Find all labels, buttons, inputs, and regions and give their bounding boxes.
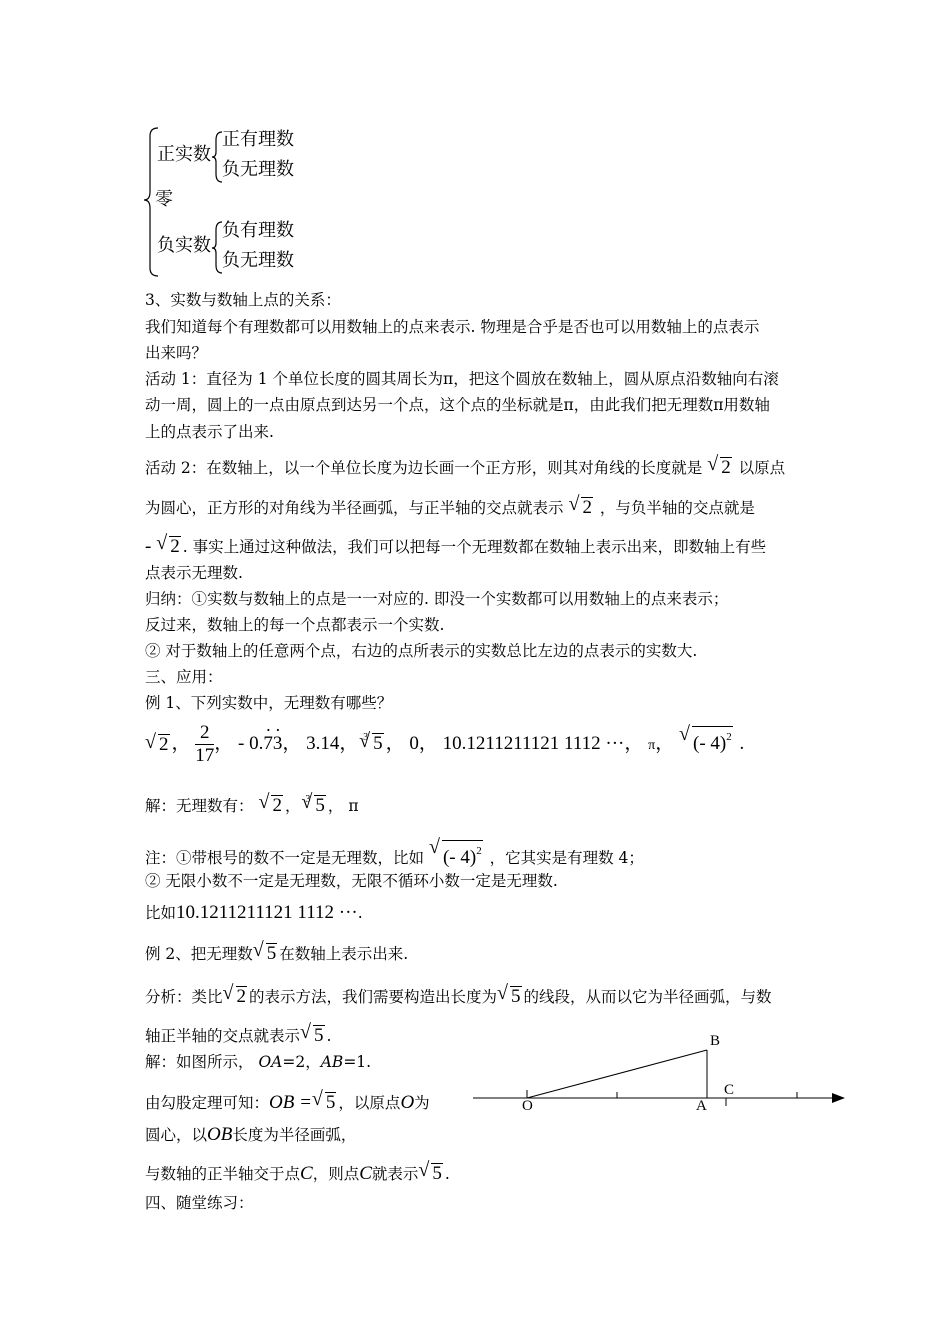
pythagoras-text-a: 由勾股定理可知： (145, 1094, 270, 1112)
classification-braces (0, 0, 950, 290)
solution1: 解：无理数有： √ 2 ， $^3$√ 5 ， π (145, 790, 359, 816)
circle-text-a: 圆心，以 (145, 1126, 208, 1144)
sqrt-5: √ 5 (312, 1092, 337, 1113)
example1-title: 例 1、下列实数中，无理数有哪些？ (145, 694, 393, 712)
sqrt-2: √ 2 (707, 457, 732, 478)
sqrt-2: √ 2 (156, 536, 181, 557)
note-line3: 比如10.1211211121 1112 ···. (145, 902, 363, 923)
pythagoras-line (145, 1092, 430, 1113)
ob-equals: OB = (269, 1092, 312, 1113)
point-c: C (359, 1163, 372, 1184)
sqrt-2: √ 2 (568, 497, 593, 518)
intersect-text-b: ，则点 (312, 1165, 360, 1183)
activity2-text-a: 活动 2：在数轴上，以一个单位长度为边长画一个正方形，则其对角线的长度就是 (145, 459, 703, 477)
section4-title: 四、随堂练习： (145, 1194, 254, 1212)
solution1-label: 解：无理数有： (145, 797, 254, 815)
sqrt-neg4-squared: √ (- 4)$^2$ (679, 726, 733, 755)
sqrt-5: √ 5 (253, 943, 278, 964)
activity2-text-e: . 事实上通过这种做法，我们可以把每一个无理数都在数轴上表示出来，即数轴上有些 (182, 538, 767, 556)
analysis-text-b: 的表示方法，我们需要构造出长度为 (249, 988, 498, 1006)
ab-value: =1. (343, 1053, 372, 1071)
summary-line3: ② 对于数轴上的任意两个点，右边的点所表示的实数总比左边的点表示的实数大. (145, 642, 698, 660)
section3-title: 3、实数与数轴上点的关系： (145, 291, 341, 309)
intersect-text-c: 就表示 (371, 1165, 419, 1183)
note-text-b: ，它其实是有理数 4； (489, 849, 644, 867)
pos-real-label: 正实数 (157, 144, 211, 165)
example2-text-a: 例 2、把无理数 (145, 945, 253, 963)
sqrt-2: √ 2 (223, 986, 248, 1007)
fraction-2-17: $\frac{2}{17}$ (195, 722, 215, 766)
segment-ob (527, 1050, 707, 1098)
sqrt-5: √ 5 (418, 1163, 443, 1184)
sqrt-2: √ 2 (145, 734, 170, 756)
ab-label: AB (320, 1053, 344, 1071)
value-314: 3.14 (306, 732, 340, 754)
value-zero: 0 (409, 732, 419, 754)
example2-text-b: 在数轴上表示出来. (279, 945, 409, 963)
axis-arrow-icon (832, 1093, 845, 1103)
analysis-text-c: 的线段，从而以它为半径画弧，与数 (523, 988, 772, 1006)
cube-root-index: 3 (363, 731, 369, 743)
section-application: 三、应用： (145, 668, 223, 686)
oa-value: =2， (282, 1053, 321, 1071)
activity1-line3: 上的点表示了出来. (145, 423, 274, 441)
neg-real-label: 负实数 (157, 235, 211, 256)
note-line2: ② 无限小数不一定是无理数，无限不循环小数一定是无理数. (145, 872, 558, 890)
cube-root-5: √ 5 (359, 733, 384, 755)
activity1-line1: 活动 1：直径为 1 个单位长度的圆其周长为π，把这个圆放在数轴上，圆从原点沿数轴向右滚 (145, 370, 779, 388)
neg-decimal-prefix: - 0. (238, 732, 264, 754)
pi-symbol: π (348, 797, 359, 815)
zero-label: 零 (155, 189, 173, 210)
intro-line2: 出来吗？ (145, 344, 208, 362)
label-b: B (710, 1033, 721, 1049)
analysis-text-a: 分析：类比 (145, 988, 223, 1006)
analysis-line2: 轴正半轴的交点就表示√ 5 . (145, 1025, 331, 1046)
summary-line2: 反过来，数轴上的每一个点都表示一个实数. (145, 616, 445, 634)
minus-sign: - (145, 536, 152, 557)
example1-numbers: √ 2 ， $\frac{2}{17}$ ， - 0.7 ·3 ·， 3.14， $^3$√ 5 ， 0， 10.1211211121 1112 ···， π， √ (- 4)$^2$ . (145, 722, 744, 767)
activity1-line2: 动一周，圆上的一点由原点到达另一个点，这个点的坐标就是π，由此我们把无理数π用数轴 (145, 396, 770, 414)
note-text-a: 注：①带根号的数不一定是无理数，比如 (145, 849, 425, 867)
cube-root-5: √ 5 (301, 795, 326, 816)
pythagoras-text-b: ，以原点 (338, 1094, 401, 1112)
label-c: C (724, 1082, 735, 1098)
repeating-digit-7: 7 · (263, 733, 273, 754)
label-a: A (696, 1098, 707, 1114)
long-decimal: 10.1211211121 1112 ··· (176, 902, 358, 923)
activity2-line3 (145, 536, 766, 557)
label-o: O (522, 1098, 533, 1114)
intersect-text-a: 与数轴的正半轴交于点 (145, 1165, 301, 1183)
point-c: C (300, 1163, 313, 1184)
solution2-line1 (145, 1052, 371, 1072)
activity2-text-d: ，与负半轴的交点就是 (599, 499, 755, 517)
ob-label: OB (207, 1124, 233, 1145)
summary-line1: 归纳：①实数与数轴上的点是一一对应的. 即没一个实数都可以用数轴上的点来表示； (145, 590, 729, 608)
sqrt-2: √ 2 (258, 795, 283, 816)
cube-root-index: 3 (305, 794, 311, 805)
note-line1 (145, 840, 644, 868)
intro-line1: 我们知道每个有理数都可以用数轴上的点来表示. 物理是合乎是否也可以用数轴上的点表示 (145, 318, 760, 336)
analysis-text-d: 轴正半轴的交点就表示 (145, 1027, 301, 1045)
pos-rational-label: 正有理数 (222, 129, 294, 150)
sqrt-neg4-squared: √ (- 4)$^2$ (429, 840, 483, 868)
activity2-text-b: 以原点 (738, 459, 786, 477)
neg-rational-label: 负有理数 (222, 220, 294, 241)
sqrt-5: √ 5 (497, 986, 522, 1007)
pythagoras-text-c: 为 (414, 1094, 430, 1112)
circle-line (145, 1125, 356, 1145)
circle-text-b: 长度为半径画弧， (232, 1126, 357, 1144)
activity2-line1 (145, 457, 785, 478)
origin-o: O (400, 1092, 415, 1113)
pi-symbol: π (648, 737, 656, 753)
note-text-c: 比如 (145, 904, 177, 922)
intersect-line: 与数轴的正半轴交于点C，则点C就表示√ 5 . (145, 1163, 450, 1184)
solution2-text: 解：如图所示， (145, 1053, 254, 1071)
oa-label: OA (258, 1053, 283, 1071)
activity2-line2 (145, 497, 755, 518)
analysis-line1 (145, 986, 772, 1007)
sqrt-5: √ 5 (300, 1025, 325, 1046)
neg-irrational-label: 负无理数 (222, 250, 294, 271)
long-decimal: 10.1211211121 1112 ··· (442, 732, 625, 754)
activity2-line4: 点表示无理数. (145, 564, 243, 582)
repeating-digit-3: 3 · (273, 733, 283, 754)
pos-irrational-label: 负无理数 (222, 159, 294, 180)
example2-line (145, 943, 408, 964)
activity2-text-c: 为圆心，正方形的对角线为半径画弧，与正半轴的交点就表示 (145, 499, 564, 517)
